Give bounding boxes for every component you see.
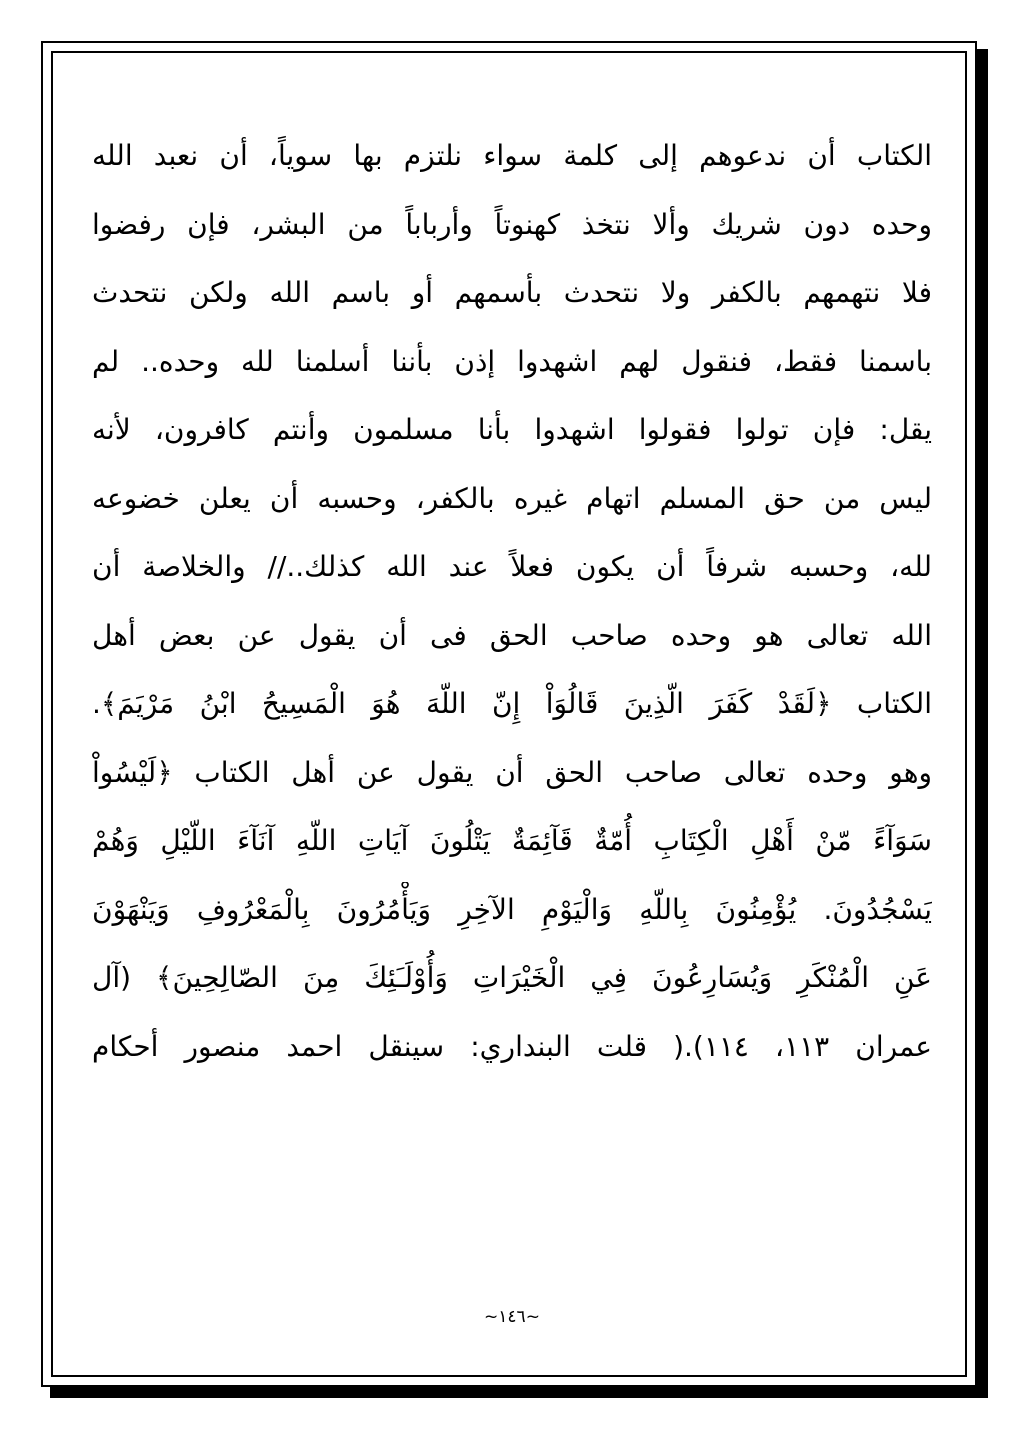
text-line: فلا نتهمهم بالكفر ولا نتحدث بأسمهم أو باسم الله ولكن نتحدث — [92, 276, 932, 309]
page-number: ~١٤٦~ — [484, 1307, 540, 1327]
text-line: يقل: فإن تولوا فقولوا اشهدوا بأنا مسلمون وأنتم كافرون، لأنه — [92, 413, 932, 446]
text-line: باسمنا فقط، فنقول لهم اشهدوا إذن بأننا أسلمنا لله وحده.. لم — [92, 344, 932, 378]
text-line: عَنِ الْمُنْكَرِ وَيُسَارِعُونَ فِي الْخَيْرَاتِ وَأُوْلَـَئِكَ مِنَ الصّالِحِينَ﴾ (آل — [92, 961, 932, 994]
text-line: يَسْجُدُونَ. يُؤْمِنُونَ بِاللّهِ وَالْيَوْمِ الآخِرِ وَيَأْمُرُونَ بِالْمَعْرُوفِ وَيَنْهَوْنَ — [92, 892, 932, 926]
body-text — [92, 128, 932, 1087]
text-line: الله تعالى هو وحده صاحب الحق فى أن يقول عن بعض أهل — [92, 618, 932, 652]
text-line: سَوَآءً مّنْ أَهْلِ الْكِتَابِ أُمّةٌ قَآئِمَةٌ يَتْلُونَ آيَاتِ اللّهِ آنَآءَ اللّيْلِ وَهُمْ — [92, 824, 932, 857]
text-line: لله، وحسبه شرفاً أن يكون فعلاً عند الله كذلك..// والخلاصة أن — [92, 550, 932, 583]
text-line: الكتاب ﴿لَقَدْ كَفَرَ الّذِينَ قَالُوَاْ إِنّ اللّهَ هُوَ الْمَسِيحُ ابْنُ مَرْيَمَ﴾. — [92, 687, 932, 720]
text-line: عمران ١١٣، ١١٤).( قلت البنداري: سينقل احمد منصور أحكام — [92, 1029, 932, 1063]
text-line: ليس من حق المسلم اتهام غيره بالكفر، وحسبه أن يعلن خضوعه — [92, 481, 932, 515]
text-line: وحده دون شريك وألا نتخذ كهنوتاً وأرباباً من البشر، فإن رفضوا — [92, 207, 932, 241]
text-line: وهو وحده تعالى صاحب الحق أن يقول عن أهل الكتاب ﴿لَيْسُواْ — [92, 755, 932, 789]
text-line: الكتاب أن ندعوهم إلى كلمة سواء نلتزم بها سوياً، أن نعبد الله — [92, 139, 932, 172]
